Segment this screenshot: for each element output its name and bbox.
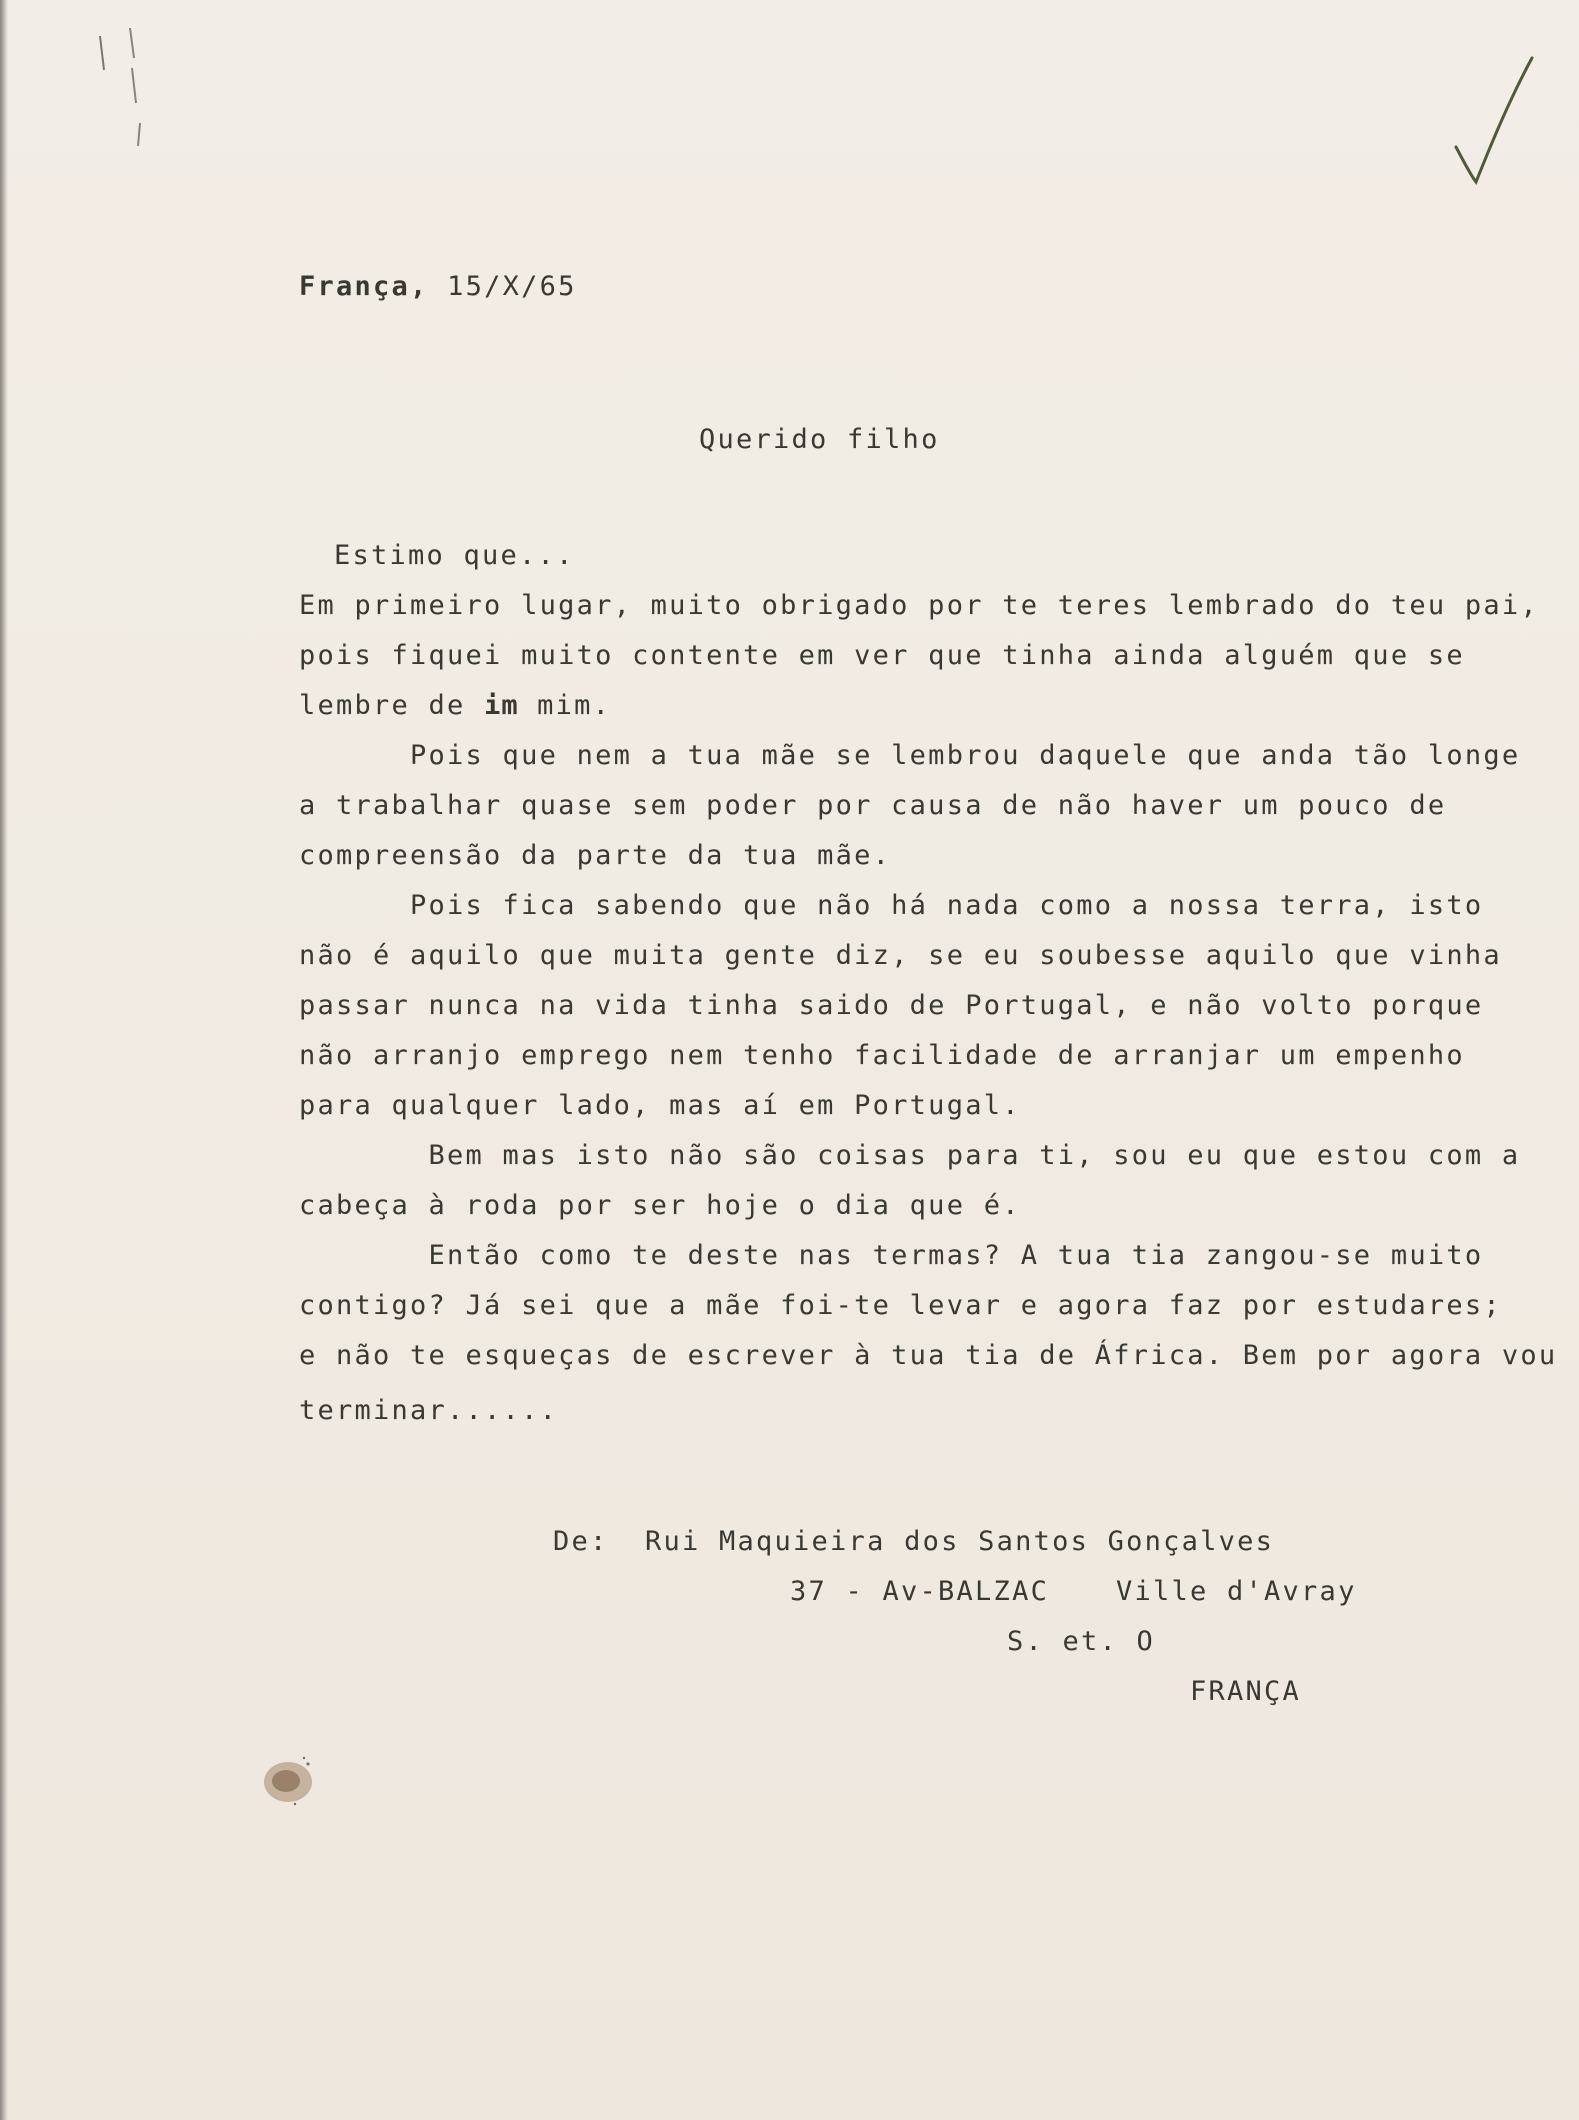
letter-line: compreensão da parte da tua mãe. [299,840,892,871]
sender-street: 37 - Av-BALZAC [790,1576,1050,1607]
sender-country: FRANÇA [1190,1676,1302,1707]
letter-line [299,692,611,719]
letter-line: e não te esqueças de escrever à tua tia de África. Bem por agora vou [299,1340,1558,1371]
letter-line-text: lembre de [299,690,485,721]
letter-line: a trabalhar quase sem poder por causa de não haver um pouco de [299,790,1447,821]
sender-town: Ville d'Avray [1116,1576,1357,1607]
stain-mark-icon [260,1756,320,1806]
letter-place: França, [299,271,429,302]
letter-line: Então como te deste nas termas? A tua tia zangou-se muito [299,1240,1484,1271]
sender-name: Rui Maquieira dos Santos Gonçalves [645,1526,1275,1557]
sender-region: S. et. O [1007,1626,1156,1657]
struck-word: im [484,690,519,721]
paper-edge-shadow [0,0,8,2120]
checkmark-icon [1448,52,1538,192]
letter-line-text: mim. [518,690,612,721]
letter-line: contigo? Já sei que a mãe foi-te levar e agora faz por estudares; [299,1290,1502,1321]
letter-opening: Estimo que... [334,540,575,571]
letter-line: para qualquer lado, mas aí em Portugal. [299,1090,1021,1121]
letter-line: Pois que nem a tua mãe se lembrou daquele que anda tão longe [299,740,1521,771]
letter-date: 15/X/65 [447,271,577,302]
sender-label: De: [553,1526,609,1557]
letter-line: Em primeiro lugar, muito obrigado por te teres lembrado do teu pai, [299,590,1539,621]
letter-line: pois fiquei muito contente em ver que tinha ainda alguém que se [299,640,1465,671]
letter-line: não arranjo emprego nem tenho facilidade de arranjar um empenho [299,1040,1465,1071]
letter-line: Pois fica sabendo que não há nada como a nossa terra, isto [299,890,1484,921]
letter-salutation: Querido filho [699,424,940,455]
letter-line: cabeça à roda por ser hoje o dia que é. [299,1190,1021,1221]
letter-line: não é aquilo que muita gente diz, se eu soubesse aquilo que vinha [299,940,1502,971]
letter-dateline [299,273,577,300]
letter-line: passar nunca na vida tinha saido de Portugal, e não volto porque [299,990,1484,1021]
letter-line: terminar...... [299,1395,559,1426]
pencil-marks-icon [90,28,160,158]
letter-line: Bem mas isto não são coisas para ti, sou eu que estou com a [299,1140,1521,1171]
